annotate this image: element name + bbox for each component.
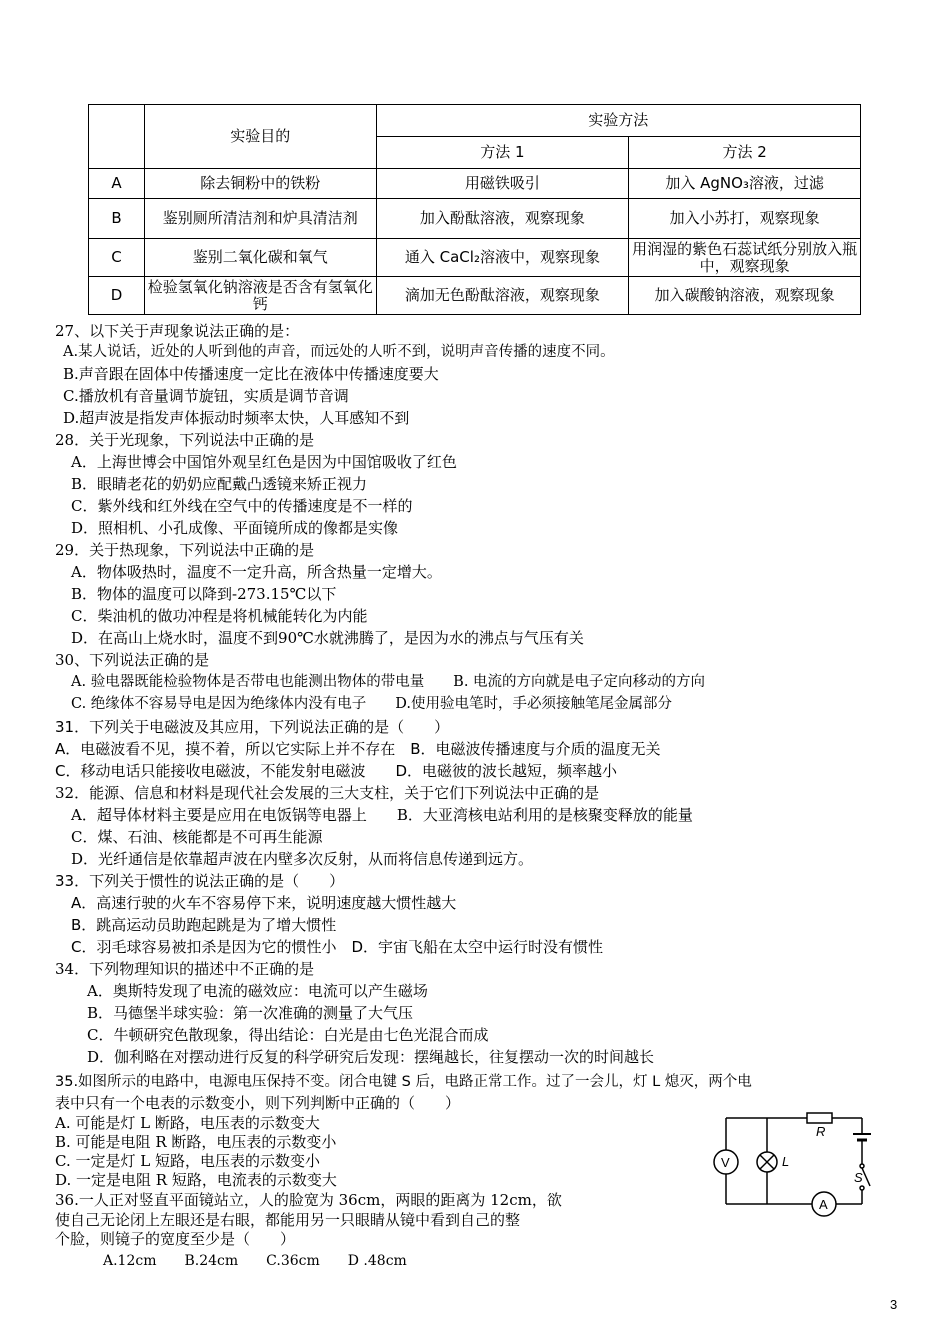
row-label: B bbox=[89, 199, 145, 239]
row-method-2: 加入小苏打，观察现象 bbox=[629, 199, 861, 239]
question-27-option-c: C.播放机有音量调节旋钮，实质是调节音调 bbox=[63, 387, 349, 405]
question-27-option-b: B.声音跟在固体中传播速度一定比在液体中传播速度要大 bbox=[63, 365, 439, 383]
question-33-option-b: B．跳高运动员助跑起跳是为了增大惯性 bbox=[71, 916, 337, 934]
header-method-1: 方法 1 bbox=[376, 137, 629, 169]
resistor-r bbox=[807, 1113, 832, 1123]
question-29-option-c: C．柴油机的做功冲程是将机械能转化为内能 bbox=[71, 607, 368, 625]
question-27-stem: 27、以下关于声现象说法正确的是： bbox=[55, 322, 300, 340]
table-row bbox=[89, 239, 861, 277]
question-28-option-d: D．照相机、小孔成像、平面镜所成的像都是实像 bbox=[71, 519, 399, 537]
page-number: 3 bbox=[890, 1297, 898, 1312]
label-a: A bbox=[819, 1197, 828, 1212]
question-35-option-b: B. 可能是电阻 R 断路，电压表的示数变小 bbox=[55, 1133, 337, 1151]
question-29-option-a: A．物体吸热时，温度不一定升高，所含热量一定增大。 bbox=[71, 563, 442, 581]
label-l: L bbox=[782, 1154, 790, 1169]
row-method-1: 滴加无色酚酞溶液，观察现象 bbox=[376, 277, 629, 315]
question-34-option-d: D．伽利略在对摆动进行反复的科学研究后发现：摆绳越长，往复摆动一次的时间越长 bbox=[87, 1048, 655, 1066]
question-28-option-a: A．上海世博会中国馆外观呈红色是因为中国馆吸收了红色 bbox=[71, 453, 457, 471]
question-33-stem: 33．下列关于惯性的说法正确的是（ ） bbox=[55, 872, 345, 890]
row-purpose: 检验氢氧化钠溶液是否含有氢氧化钙 bbox=[144, 277, 376, 315]
circuit-diagram bbox=[712, 1108, 887, 1222]
question-36-stem-line-2: 使自己无论闭上左眼还是右眼，都能用另一只眼睛从镜中看到自己的整 bbox=[55, 1211, 521, 1229]
question-28-stem: 28．关于光现象，下列说法中正确的是 bbox=[55, 431, 315, 449]
question-31-stem: 31．下列关于电磁波及其应用，下列说法正确的是（ ） bbox=[55, 718, 450, 736]
question-35-option-d: D. 一定是电阻 R 短路，电流表的示数变大 bbox=[55, 1171, 337, 1189]
question-30-options-cd: C. 绝缘体不容易导电是因为绝缘体内没有电子 D.使用验电笔时，手必须接触笔尾金属部分 bbox=[71, 696, 673, 712]
row-label: A bbox=[89, 169, 145, 199]
label-r: R bbox=[816, 1124, 826, 1139]
question-34-option-a: A．奥斯特发现了电流的磁效应：电流可以产生磁场 bbox=[87, 982, 428, 1000]
row-purpose: 鉴别二氧化碳和氧气 bbox=[144, 239, 376, 277]
question-32-option-d: D．光纤通信是依靠超声波在内壁多次反射，从而将信息传递到远方。 bbox=[71, 850, 534, 868]
row-method-2: 加入碳酸钠溶液，观察现象 bbox=[629, 277, 861, 315]
header-method: 实验方法 bbox=[376, 105, 860, 137]
label-s: S bbox=[854, 1170, 863, 1185]
question-29-option-b: B．物体的温度可以降到-273.15℃以下 bbox=[71, 585, 337, 603]
row-method-1: 加入酚酞溶液，观察现象 bbox=[376, 199, 629, 239]
question-27-option-d: D.超声波是指发声体振动时频率太快，人耳感知不到 bbox=[63, 409, 410, 427]
row-method-1: 用磁铁吸引 bbox=[376, 169, 629, 199]
question-28-option-b: B．眼睛老花的奶奶应配戴凸透镜来矫正视力 bbox=[71, 475, 368, 493]
table-row bbox=[89, 169, 861, 199]
question-35-option-a: A. 可能是灯 L 断路，电压表的示数变大 bbox=[55, 1114, 320, 1132]
question-28-option-c: C．紫外线和红外线在空气中的传播速度是不一样的 bbox=[71, 497, 413, 515]
question-32-option-c: C．煤、石油、核能都是不可再生能源 bbox=[71, 828, 323, 846]
question-34-option-c: C．牛顿研究色散现象，得出结论：白光是由七色光混合而成 bbox=[87, 1026, 489, 1044]
question-27-option-a: A.某人说话，近处的人听到他的声音，而远处的人听不到，说明声音传播的速度不同。 bbox=[63, 344, 615, 360]
header-method-2: 方法 2 bbox=[629, 137, 861, 169]
table-row bbox=[89, 199, 861, 239]
row-label: C bbox=[89, 239, 145, 277]
row-method-2: 加入 AgNO₃溶液，过滤 bbox=[629, 169, 861, 199]
question-35-stem-line-1: 35.如图所示的电路中，电源电压保持不变。闭合电键 S 后，电路正常工作。过了一会儿，灯 L 熄灭，两个电 bbox=[55, 1074, 752, 1090]
question-31-options-cd: C．移动电话只能接收电磁波，不能发射电磁波 D．电磁彼的波长越短，频率越小 bbox=[55, 762, 618, 780]
question-29-option-d: D．在高山上烧水时，温度不到90℃水就沸腾了，是因为水的沸点与气压有关 bbox=[71, 629, 584, 647]
label-v: V bbox=[721, 1155, 730, 1170]
question-30-options-ab: A. 验电器既能检验物体是否带电也能测出物体的带电量 B. 电流的方向就是电子定向移动的方向 bbox=[71, 674, 706, 690]
question-36-stem-line-3: 个脸，则镜子的宽度至少是（ ） bbox=[55, 1230, 296, 1248]
question-35-stem-line-2: 表中只有一个电表的示数变小，则下列判断中正确的（ ） bbox=[55, 1094, 461, 1112]
row-purpose: 鉴别厕所清洁剂和炉具清洁剂 bbox=[144, 199, 376, 239]
question-33-option-a: A．高速行驶的火车不容易停下来，说明速度越大惯性越大 bbox=[71, 894, 457, 912]
question-34-option-b: B．马德堡半球实验：第一次准确的测量了大气压 bbox=[87, 1004, 414, 1022]
table-header-row bbox=[89, 105, 861, 137]
question-33-options-cd: C．羽毛球容易被扣杀是因为它的惯性小 D．宇宙飞船在太空中运行时没有惯性 bbox=[71, 938, 604, 956]
question-29-stem: 29．关于热现象，下列说法中正确的是 bbox=[55, 541, 315, 559]
table-row bbox=[89, 277, 861, 315]
question-34-stem: 34．下列物理知识的描述中不正确的是 bbox=[55, 960, 315, 978]
row-method-2: 用润湿的紫色石蕊试纸分别放入瓶中，观察现象 bbox=[629, 239, 861, 277]
question-36-stem-line-1: 36.一人正对竖直平面镜站立，人的脸宽为 36cm，两眼的距离为 12cm，欲 bbox=[55, 1191, 562, 1209]
row-purpose: 除去铜粉中的铁粉 bbox=[144, 169, 376, 199]
question-36-options: A.12cm B.24cm C.36cm D .48cm bbox=[103, 1253, 407, 1269]
row-method-1: 通入 CaCl₂溶液中，观察现象 bbox=[376, 239, 629, 277]
row-label: D bbox=[89, 277, 145, 315]
question-31-options-ab: A．电磁波看不见，摸不着，所以它实际上并不存在 B．电磁波传播速度与介质的温度无关 bbox=[55, 740, 661, 758]
question-32-options-ab: A．超导体材料主要是应用在电饭锅等电器上 B．大亚湾核电站利用的是核聚变释放的能量 bbox=[71, 806, 693, 824]
question-32-stem: 32．能源、信息和材料是现代社会发展的三大支柱，关于它们下列说法中正确的是 bbox=[55, 784, 600, 802]
header-purpose: 实验目的 bbox=[144, 105, 376, 169]
question-35-option-c: C. 一定是灯 L 短路，电压表的示数变小 bbox=[55, 1152, 320, 1170]
question-30-stem: 30、下列说法正确的是 bbox=[55, 651, 210, 669]
switch-s bbox=[860, 1164, 864, 1168]
experiment-table bbox=[88, 104, 861, 315]
